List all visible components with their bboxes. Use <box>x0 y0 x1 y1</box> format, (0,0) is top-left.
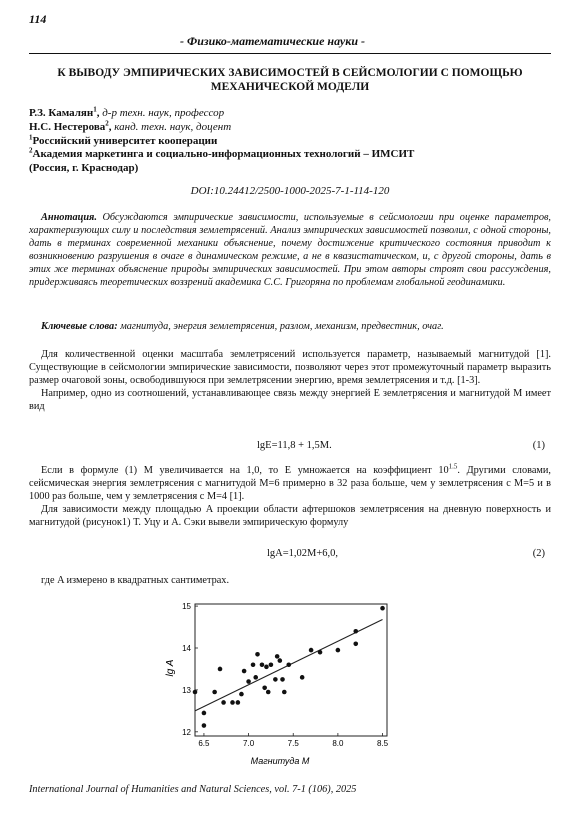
data-point <box>218 667 223 672</box>
affiliation-text: Российский университет кооперации <box>32 134 218 147</box>
equation-number: (1) <box>532 440 545 451</box>
abstract <box>29 212 551 289</box>
data-point <box>242 669 247 674</box>
y-axis-label: lg A <box>165 659 176 677</box>
abstract-label: Аннотация. <box>41 212 97 223</box>
data-point <box>282 690 287 695</box>
author-degree: канд. техн. наук, доцент <box>114 120 232 133</box>
paragraph-text: . Другими словами, сейсмическая энергия землетрясения с магнитудой M=6 примерно в 32 раза больше, чем у землетрясения с M=5 и в 1000 раз больше, чем у землетрясения с M=4 [1]. <box>29 465 551 502</box>
data-point <box>278 658 283 663</box>
equation-formula: lgA=1,02M+6,0, <box>267 548 339 559</box>
data-point <box>280 677 285 682</box>
body-block-1 <box>29 349 551 414</box>
affiliation-line <box>29 148 549 162</box>
data-point <box>273 677 278 682</box>
location-text: (Россия, г. Краснодар) <box>29 162 139 175</box>
page-number: 114 <box>29 12 47 26</box>
data-point <box>380 606 385 611</box>
data-point <box>300 675 305 680</box>
author-block <box>29 107 549 176</box>
y-tick-label: 14 <box>182 644 191 653</box>
data-point <box>251 662 256 667</box>
doi: DOI:10.24412/2500-1000-2025-7-1-114-120 <box>190 185 390 197</box>
body-block-3 <box>29 575 551 588</box>
author-name: Р.З. Камалян <box>29 107 94 119</box>
affiliation-line <box>29 132 549 149</box>
paragraph: Для количественной оценки масштаба землетрясений используется параметр, называемый магнитудой [1]. Существующие в сейсмологии эмпирические зависимости, позволяют через этот промежуточный параметр выразить размер очаговой зоны, освободившуюся при землетрясении энергию, время землетрясения и т.д. [1-3]. <box>29 349 551 386</box>
section-header: - Физико-математические науки - <box>180 34 365 48</box>
author-sup: 1 <box>93 105 97 114</box>
data-point <box>264 665 269 670</box>
header-rule <box>29 53 551 54</box>
author-degree: д-р техн. наук, профессор <box>102 107 225 119</box>
data-point <box>193 690 198 695</box>
data-point <box>253 675 258 680</box>
paragraph: Для зависимости между площадью A проекции области афтершоков землетрясения на дневную поверхность и магнитудой (рисунок1) Т. Уцу и А. Сэки вывели эмпирическую формулу <box>29 503 551 528</box>
data-point <box>336 648 341 653</box>
y-tick-label: 12 <box>182 727 191 737</box>
body-block-2 <box>29 462 551 530</box>
affiliation-sup: 1 <box>29 132 33 141</box>
author-name: Н.С. Нестерова <box>29 120 106 133</box>
data-point <box>202 711 207 716</box>
equation-formula: lgE=11,8 + 1,5M. <box>257 440 332 451</box>
data-point <box>230 700 235 705</box>
data-point <box>202 723 207 728</box>
data-point <box>353 642 358 647</box>
data-point <box>309 648 314 653</box>
affiliation-text: Академия маркетинга и социально-информационных технологий – ИМСИТ <box>32 148 415 161</box>
data-point <box>212 690 217 695</box>
x-tick-label: 7.5 <box>287 739 299 748</box>
data-point <box>266 690 271 695</box>
x-tick-label: 6.5 <box>198 739 210 748</box>
y-tick-label: 15 <box>182 602 191 612</box>
plot-frame <box>195 604 387 736</box>
data-point <box>262 686 267 691</box>
x-tick-label: 8.0 <box>332 739 344 748</box>
paragraph <box>29 462 551 504</box>
data-point <box>255 652 260 657</box>
x-tick-label: 7.0 <box>243 739 255 748</box>
data-point <box>275 654 280 659</box>
article-title: К ВЫВОДУ ЭМПИРИЧЕСКИХ ЗАВИСИМОСТЕЙ В СЕЙСМОЛОГИИ С ПОМОЩЬЮ МЕХАНИЧЕСКОЙ МОДЕЛИ <box>57 67 523 93</box>
x-axis-label: Магнитуда M <box>250 756 310 766</box>
author-sup: 2 <box>105 119 109 128</box>
abstract-text: Обсуждаются эмпирические зависимости, используемые в сейсмологии при оценке параметров, характеризующих силу и последствия землетрясений. Анализ эмпирических зависимостей позволил, с одной стороны, дать в терминах современной механики объяснение, почему достижение критического состояния приводит к возникновению разрушения в очаге в динамическом режиме, а не в квазистатическом, и, с другой стороны, дать в этих же терминах объяснение природы эмпирических зависимостей. При этом авторы строят свои рассуждения, придерживаясь теоретических воззрений академика С.С. Григоряна по проблемам глобальной геодинамики. <box>29 212 552 288</box>
paragraph: где A измерено в квадратных сантиметрах. <box>41 575 230 586</box>
figure-scatter-chart <box>165 596 395 773</box>
keywords-label: Ключевые слова: <box>41 321 118 332</box>
equation-number: (2) <box>532 548 545 559</box>
keywords-text: магнитуда, энергия землетрясения, разлом, механизм, предвестник, очаг. <box>120 321 444 332</box>
author-line: Н.С. Нестерова$^2$, канд. техн. наук, доцент <box>29 119 232 133</box>
data-point <box>286 662 291 667</box>
author-line: Р.З. Камалян$^1$, д-р техн. наук, профессор <box>29 105 225 119</box>
scatter-chart <box>165 596 395 768</box>
exponent: 1.5 <box>448 462 458 471</box>
y-tick-label: 13 <box>182 685 191 695</box>
paragraph-text: Если в формуле (1) M увеличивается на 1,0, то E умножается на коэффициент 10 <box>41 465 449 476</box>
data-point <box>260 662 265 667</box>
data-point <box>239 692 244 697</box>
location-line <box>29 162 549 176</box>
data-point <box>246 679 251 684</box>
data-point <box>269 662 274 667</box>
affiliation-sup: 2 <box>29 146 33 155</box>
data-point <box>318 650 323 655</box>
x-tick-label: 8.5 <box>376 739 389 748</box>
paragraph: Например, одно из соотношений, устанавливающее связь между энергией E землетрясения и магнитудой M имеет вид <box>29 387 551 412</box>
keywords <box>29 321 551 334</box>
data-point <box>236 700 241 705</box>
data-point <box>221 700 226 705</box>
data-point <box>353 629 358 634</box>
journal-footer: International Journal of Humanities and Natural Sciences, vol. 7-1 (106), 2025 <box>29 784 357 795</box>
